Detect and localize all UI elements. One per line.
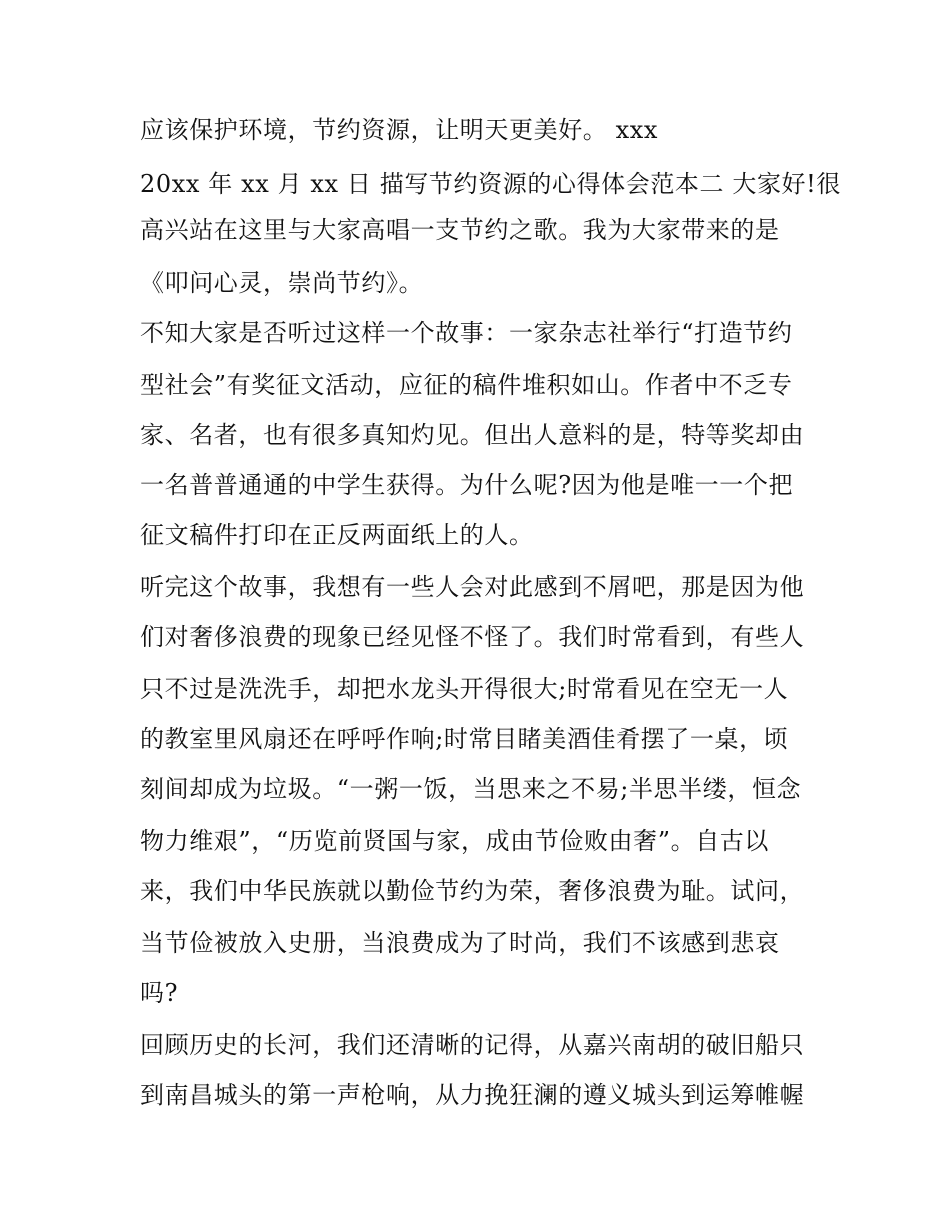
text-line: 吗? xyxy=(140,979,179,1007)
text-line: 来，我们中华民族就以勤俭节约为荣，奢侈浪费为耻。试问， xyxy=(140,877,805,905)
text-line: 家、名者，也有很多真知灼见。但出人意料的是，特等奖却由 xyxy=(140,421,805,449)
text-line: 的教室里风扇还在呼呼作响;时常目睹美酒佳肴摆了一桌，顷 xyxy=(140,725,789,753)
text-line: 听完这个故事，我想有一些人会对此感到不屑吧，那是因为他 xyxy=(140,573,805,601)
text-line: 当节俭被放入史册，当浪费成为了时尚，我们不该感到悲哀 xyxy=(140,929,780,957)
text-line: 20xx 年 xx 月 xx 日 描写节约资源的心得体会范本二 大家好!很 xyxy=(140,170,841,198)
text-line: 只不过是洗洗手，却把水龙头开得很大;时常看见在空无一人 xyxy=(140,675,789,703)
text-line: 《叩问心灵，崇尚节约》。 xyxy=(140,269,424,297)
text-line: 物力维艰”，“历览前贤国与家，成由节俭败由奢”。自古以 xyxy=(140,827,770,855)
text-line: 们对奢侈浪费的现象已经见怪不怪了。我们时常看到，有些人 xyxy=(140,623,805,651)
text-line: 刻间却成为垃圾。“一粥一饭，当思来之不易;半思半缕，恒念 xyxy=(140,775,802,803)
text-line: 一名普普通通的中学生获得。为什么呢?因为他是唯一一个把 xyxy=(140,471,794,499)
text-line: 到南昌城头的第一声枪响，从力挽狂澜的遵义城头到运筹帷幄 xyxy=(140,1081,805,1109)
text-line: 征文稿件打印在正反两面纸上的人。 xyxy=(140,521,534,549)
text-line: 应该保护环境，节约资源，让明天更美好。 xxx xyxy=(140,116,659,144)
text-line: 回顾历史的长河，我们还清晰的记得，从嘉兴南胡的破旧船只 xyxy=(140,1031,805,1059)
text-line: 不知大家是否听过这样一个故事：一家杂志社举行“打造节约 xyxy=(140,319,793,347)
text-line: 型社会”有奖征文活动，应征的稿件堆积如山。作者中不乏专 xyxy=(140,371,793,399)
text-line: 高兴站在这里与大家高唱一支节约之歌。我为大家带来的是 xyxy=(140,216,780,244)
